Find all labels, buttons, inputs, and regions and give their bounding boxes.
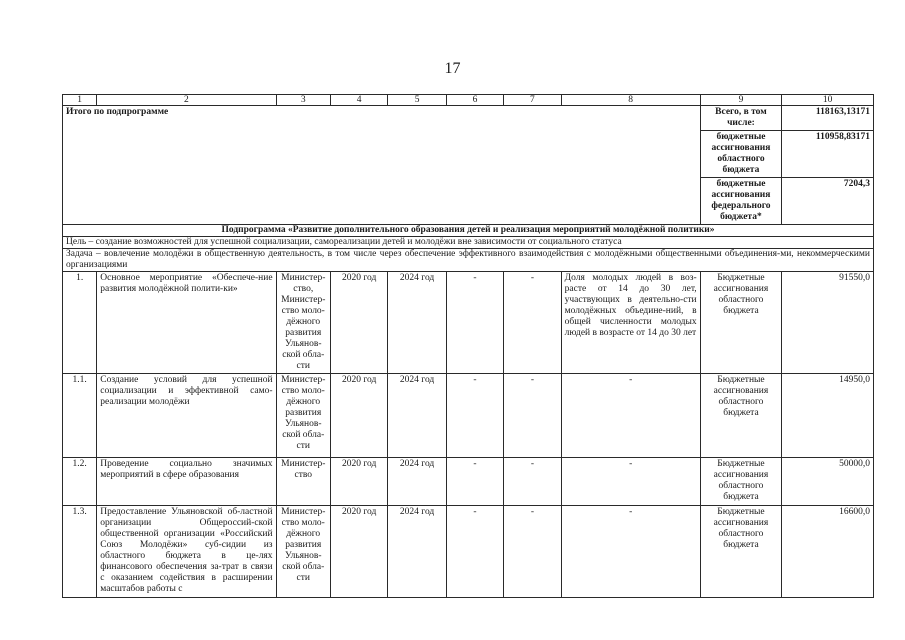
column-number: 9 — [700, 95, 782, 106]
table-row — [63, 458, 874, 506]
itogo-row — [63, 106, 874, 131]
program-table — [62, 94, 874, 598]
itogo-label: Итого по подпрограмме — [63, 106, 701, 225]
row-indicator: - — [561, 458, 700, 506]
subprogram-goal: Цель – создание возможностей для успешной социализации, самореализации детей и молодёжи вне зависимости от социального статуса — [63, 237, 874, 249]
row-source: Бюджетные ассигнования областного бюджета — [700, 506, 782, 598]
row-col6: - — [446, 272, 503, 374]
row-source: Бюджетные ассигнования областного бюджета — [700, 272, 782, 374]
task-row — [63, 249, 874, 272]
row-executor: Министер-ство, Министер-ство моло-дёжного развития Ульянов-ской обла-сти — [276, 272, 330, 374]
subprogram-title: Подпрограмма «Развитие дополнительного образования детей и реализация мероприятий молодёжной политики» — [63, 225, 874, 237]
row-start-year: 2020 год — [330, 374, 387, 458]
column-number: 3 — [276, 95, 330, 106]
column-number: 4 — [330, 95, 387, 106]
row-number: 1.2. — [63, 458, 97, 506]
itogo-source: Всего, в том числе: — [700, 106, 782, 131]
row-col6: - — [446, 506, 503, 598]
row-col6: - — [446, 458, 503, 506]
table-row — [63, 272, 874, 374]
row-name: Проведение социально значимых мероприятий в сфере образования — [97, 458, 276, 506]
row-executor: Министер-ство — [276, 458, 330, 506]
row-col6: - — [446, 374, 503, 458]
row-executor: Министер-ство моло-дёжного развития Ульянов-ской обла-сти — [276, 506, 330, 598]
itogo-amount: 110958,83171 — [782, 131, 874, 178]
row-name: Создание условий для успешной социализации и эффективной само-реализации молодёжи — [97, 374, 276, 458]
row-start-year: 2020 год — [330, 458, 387, 506]
row-start-year: 2020 год — [330, 272, 387, 374]
row-amount: 91550,0 — [782, 272, 874, 374]
row-executor: Министер-ство моло-дёжного развития Ульянов-ской обла-сти — [276, 374, 330, 458]
row-amount: 16600,0 — [782, 506, 874, 598]
column-number: 7 — [504, 95, 561, 106]
page-number: 17 — [444, 60, 461, 77]
row-amount: 14950,0 — [782, 374, 874, 458]
subprogram-task: Задача – вовлечение молодёжи в общественную деятельность, в том числе через обеспечение эффективного взаимодействия с молодёжными общественными объединения-ми, некоммерческими организациями — [63, 249, 874, 272]
row-source: Бюджетные ассигнования областного бюджета — [700, 374, 782, 458]
itogo-source: бюджетные ассигнования федерального бюджета* — [700, 178, 782, 225]
row-col7: - — [504, 458, 561, 506]
row-end-year: 2024 год — [388, 458, 446, 506]
row-end-year: 2024 год — [388, 506, 446, 598]
column-number: 5 — [388, 95, 446, 106]
row-col7: - — [504, 374, 561, 458]
row-indicator: Доля молодых людей в воз-расте от 14 до 30 лет, участвующих в деятельно-сти молодёжных объедине-ний, в общей численности молодых людей в возрасте от 14 до 30 лет — [561, 272, 700, 374]
row-start-year: 2020 год — [330, 506, 387, 598]
row-indicator: - — [561, 506, 700, 598]
row-col7: - — [504, 506, 561, 598]
row-name: Предоставление Ульяновской об-ластной организации Общероссий-ской общественной организации «Российский Союз Молодёжи» суб-сидии из областного бюджета в це-лях финансового обеспечения за-трат в связи с оказанием содействия в расширении масштабов работы с — [97, 506, 276, 598]
row-number: 1. — [63, 272, 97, 374]
itogo-source: бюджетные ассигнования областного бюджета — [700, 131, 782, 178]
row-source: Бюджетные ассигнования областного бюджета — [700, 458, 782, 506]
row-end-year: 2024 год — [388, 374, 446, 458]
column-number-row — [63, 95, 874, 106]
row-name: Основное мероприятие «Обеспече-ние развития молодёжной полити-ки» — [97, 272, 276, 374]
row-number: 1.1. — [63, 374, 97, 458]
column-number: 8 — [561, 95, 700, 106]
subprogram-title-row — [63, 225, 874, 237]
column-number: 2 — [97, 95, 276, 106]
column-number: 10 — [782, 95, 874, 106]
row-indicator: - — [561, 374, 700, 458]
row-end-year: 2024 год — [388, 272, 446, 374]
itogo-amount: 7204,3 — [782, 178, 874, 225]
itogo-amount: 118163,13171 — [782, 106, 874, 131]
table-row — [63, 506, 874, 598]
goal-row — [63, 237, 874, 249]
row-amount: 50000,0 — [782, 458, 874, 506]
row-col7: - — [504, 272, 561, 374]
column-number: 1 — [63, 95, 97, 106]
table-row — [63, 374, 874, 458]
row-number: 1.3. — [63, 506, 97, 598]
column-number: 6 — [446, 95, 503, 106]
